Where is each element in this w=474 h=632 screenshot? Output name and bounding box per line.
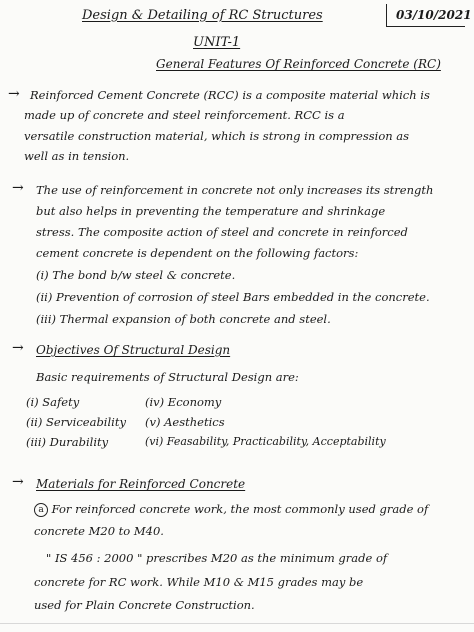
- factor-item: (i) The bond b/w steel & concrete.: [36, 268, 236, 282]
- requirement-item: (v) Aesthetics: [145, 415, 225, 429]
- para1-line-1: Reinforced Cement Concrete (RCC) is a composite material which is: [30, 88, 430, 102]
- para2-line-3: stress. The composite action of steel and concrete in reinforced: [36, 225, 408, 239]
- para1-line-4: well as in tension.: [24, 149, 130, 163]
- page-title: Design & Detailing of RC Structures: [82, 8, 323, 23]
- factor-item: (ii) Prevention of corrosion of steel Bars embedded in the concrete.: [36, 290, 430, 304]
- page-edge: [0, 623, 474, 624]
- materials-heading: Materials for Reinforced Concrete: [36, 477, 246, 491]
- arrow-icon: →: [8, 86, 20, 102]
- requirement-item: (iii) Durability: [26, 435, 109, 449]
- para2-line-2: but also helps in preventing the temperature and shrinkage: [36, 204, 386, 218]
- bullet-a-icon: a: [34, 503, 48, 517]
- factor-item: (iii) Thermal expansion of both concrete and steel.: [36, 312, 331, 326]
- materials-text: For reinforced concrete work, the most commonly used grade of: [51, 502, 429, 516]
- materials-line-5: used for Plain Concrete Construction.: [34, 598, 255, 612]
- requirement-item: (ii) Serviceability: [26, 415, 126, 429]
- materials-line-3: " IS 456 : 2000 " prescribes M20 as the minimum grade of: [46, 551, 388, 565]
- page-date: 03/10/2021: [396, 8, 472, 22]
- materials-line-1: [34, 502, 428, 517]
- arrow-icon: →: [12, 180, 24, 196]
- arrow-icon: →: [12, 474, 24, 490]
- objectives-heading: Objectives Of Structural Design: [36, 343, 231, 357]
- materials-line-4: concrete for RC work. While M10 & M15 grades may be: [34, 575, 364, 589]
- para2-line-4: cement concrete is dependent on the following factors:: [36, 246, 359, 260]
- section-subtitle: General Features Of Reinforced Concrete (RC): [156, 57, 441, 71]
- objectives-intro: Basic requirements of Structural Design are:: [36, 370, 299, 384]
- unit-heading: UNIT-1: [193, 35, 241, 50]
- materials-line-2: concrete M20 to M40.: [34, 524, 164, 538]
- requirement-item: (vi) Feasability, Practicability, Acceptability: [145, 435, 386, 448]
- para1-line-2: made up of concrete and steel reinforcement. RCC is a: [24, 108, 345, 122]
- para2-line-1: The use of reinforcement in concrete not only increases its strength: [36, 183, 434, 197]
- requirement-item: (i) Safety: [26, 395, 80, 409]
- arrow-icon: →: [12, 340, 24, 356]
- requirement-item: (iv) Economy: [145, 395, 222, 409]
- para1-line-3: versatile construction material, which is strong in compression as: [24, 129, 410, 143]
